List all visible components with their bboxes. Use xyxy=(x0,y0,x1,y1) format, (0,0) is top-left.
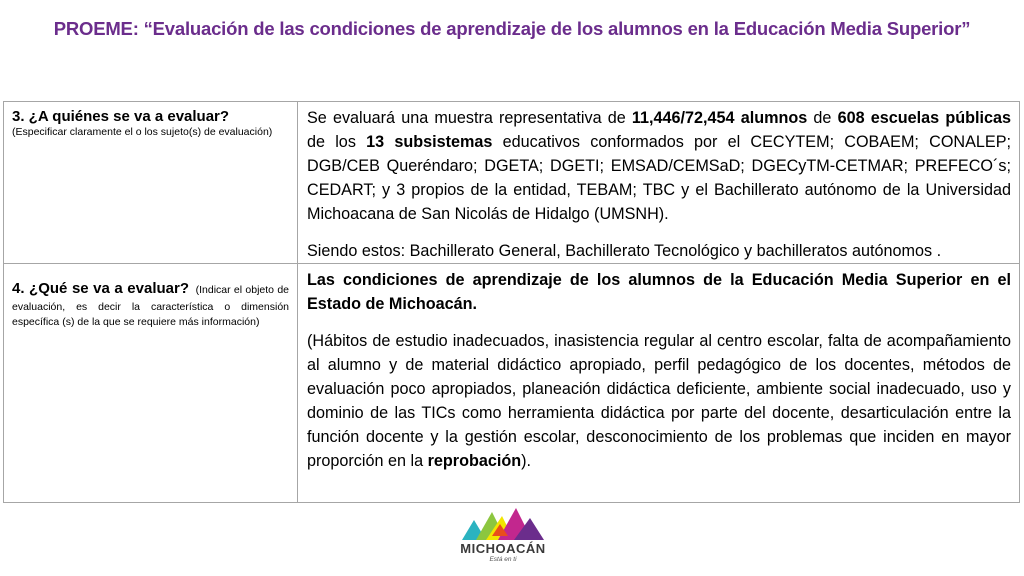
answer-cell xyxy=(298,264,1020,503)
answer-cell xyxy=(298,102,1020,264)
table-row xyxy=(4,264,1020,503)
evaluation-table xyxy=(3,101,1020,503)
answer-paragraph: Las condiciones de aprendizaje de los alumnos de la Educación Media Superior en el Estado de Michoacán. xyxy=(307,271,1011,313)
question-cell xyxy=(4,264,298,503)
question-note: (Especificar claramente el o los sujeto(s) de evaluación) xyxy=(12,126,273,138)
page-title: PROEME: “Evaluación de las condiciones de aprendizaje de los alumnos en la Educación Media Superior” xyxy=(53,18,971,39)
table-row xyxy=(4,102,1020,264)
answer-paragraph: (Hábitos de estudio inadecuados, inasistencia regular al centro escolar, falta de acompañamiento al alumno y de material didáctico apropiado, perfil pedagógico de los docentes, métodos de evaluación poco apropiados, planeación didáctica deficiente, ambiente social inadecuado, uso y dominio de las TICs como herramienta didáctica por parte del docente, desarticulación entre la función docente y la gestión escolar, desconocimiento de los problemas que inciden en mayor proporción en la reprobación). xyxy=(307,332,1011,470)
question-note: 4. ¿Qué se va a evaluar? (Indicar el objeto de evaluación, es decir la característica o dimensión específica (s) de la que se requiere más información) xyxy=(12,280,289,328)
michoacan-logo xyxy=(440,506,570,574)
logo-mark-icon xyxy=(440,506,566,542)
answer-paragraph: Siendo estos: Bachillerato General, Bachillerato Tecnológico y bachilleratos autónomos . xyxy=(307,242,942,260)
logo-name: MICHOACÁN xyxy=(460,541,546,556)
question-cell xyxy=(4,102,298,264)
question-heading: 3. ¿A quiénes se va a evaluar? xyxy=(12,108,230,125)
logo-tagline: Está en ti xyxy=(489,556,517,563)
answer-paragraph: Se evaluará una muestra representativa de 11,446/72,454 alumnos de 608 escuelas públicas de los 13 subsistemas educativos conformados por el CECYTEM; COBAEM; CONALEP; DGB/CEB Queréndaro; DGETA; DGETI; EMSAD/CEMSaD; DGECyTM-CETMAR; PREFECO´s; CEDART; y 3 propios de la entidad, TEBAM; TBC y el Bachillerato autónomo de la Universidad Michoacana de San Nicolás de Hidalgo (UMSNH). xyxy=(307,109,1011,223)
